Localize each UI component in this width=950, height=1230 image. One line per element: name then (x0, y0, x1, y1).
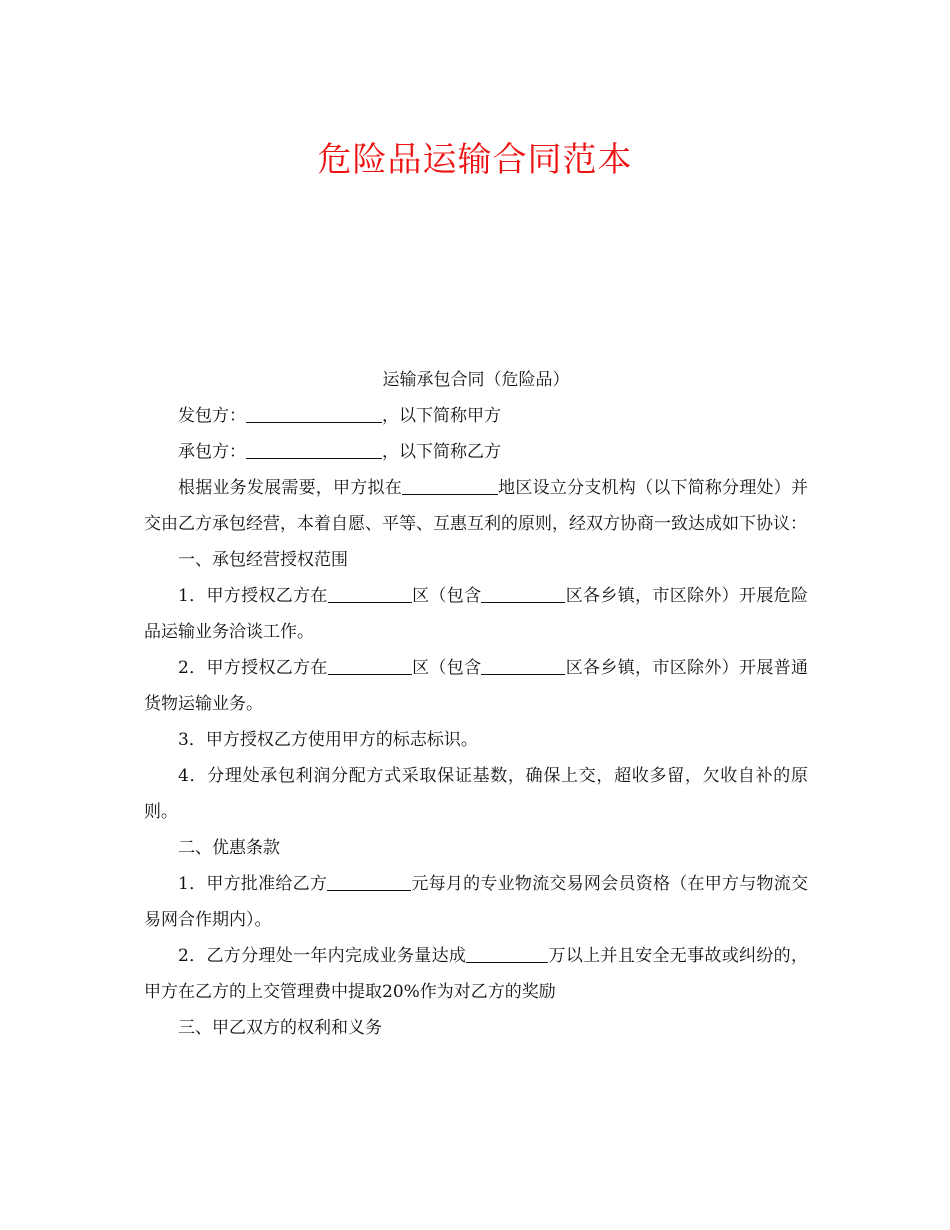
party-a-line (144, 398, 808, 434)
contract-subtitle: 运输承包合同（危险品） (382, 370, 570, 390)
s1-i1-blank-2 (481, 582, 565, 603)
party-a-label: 发包方： (178, 406, 246, 426)
section-2-item-2 (144, 938, 808, 1010)
section-1-item-2 (144, 650, 808, 722)
section-2-heading: 二、优惠条款 (178, 838, 280, 858)
s2-i1-text-1: 1．甲方批准给乙方 (178, 874, 328, 894)
s1-i1-text-2: 区（包含 (411, 586, 482, 606)
s1-i2-blank-1 (328, 654, 412, 675)
s2-i1-blank (327, 870, 411, 891)
section-3-heading: 三、甲乙双方的权利和义务 (178, 1018, 382, 1038)
party-a-suffix: ，以下简称甲方 (382, 406, 501, 426)
section-1-item-3: 3．甲方授权乙方使用甲方的标志标识。 (178, 730, 478, 750)
s1-i2-text-2: 区（包含 (411, 658, 482, 678)
s2-i2-text-1: 2．乙方分理处一年内完成业务量达成 (178, 946, 467, 966)
intro-text-1: 根据业务发展需要，甲方拟在 (178, 478, 402, 498)
party-b-suffix: ，以下简称乙方 (382, 442, 501, 462)
s1-i2-blank-2 (481, 654, 565, 675)
s1-i2-text-1: 2．甲方授权乙方在 (178, 658, 328, 678)
party-a-blank (246, 402, 382, 423)
party-b-line (144, 434, 808, 470)
section-1-item-1 (144, 578, 808, 650)
document-body (144, 362, 808, 1046)
s1-i2-text-3: 区各乡镇，市区除外）开展普通货物运输业务。 (144, 658, 808, 714)
s2-i2-blank (466, 942, 548, 963)
document-title: 危险品运输合同范本 (317, 140, 633, 180)
s1-i1-text-1: 1．甲方授权乙方在 (178, 586, 328, 606)
party-b-blank (246, 438, 382, 459)
intro-text-2: 地区设立分支机构（以下简称分理处）并交由乙方承包经营，本着自愿、平等、互惠互利的原则，经双方协商一致达成如下协议： (144, 478, 809, 534)
s2-i1-text-2: 元每月的专业物流交易网会员资格（在甲方与物流交易网合作期内）。 (144, 874, 808, 930)
s1-i1-text-3: 区各乡镇，市区除外）开展危险品运输业务洽谈工作。 (144, 586, 808, 642)
section-2-item-1 (144, 866, 808, 938)
s2-i2-text-2: 万以上并且安全无事故或纠纷的，甲方在乙方的上交管理费中提取20%作为对乙方的奖励 (144, 946, 809, 1002)
intro-paragraph (144, 470, 808, 542)
party-b-label: 承包方： (178, 442, 246, 462)
s1-i1-blank-1 (328, 582, 412, 603)
region-blank (402, 474, 498, 495)
section-1-item-4: 4．分理处承包利润分配方式采取保证基数，确保上交，超收多留，欠收自补的原则。 (144, 766, 808, 822)
section-1-heading: 一、承包经营授权范围 (178, 550, 348, 570)
